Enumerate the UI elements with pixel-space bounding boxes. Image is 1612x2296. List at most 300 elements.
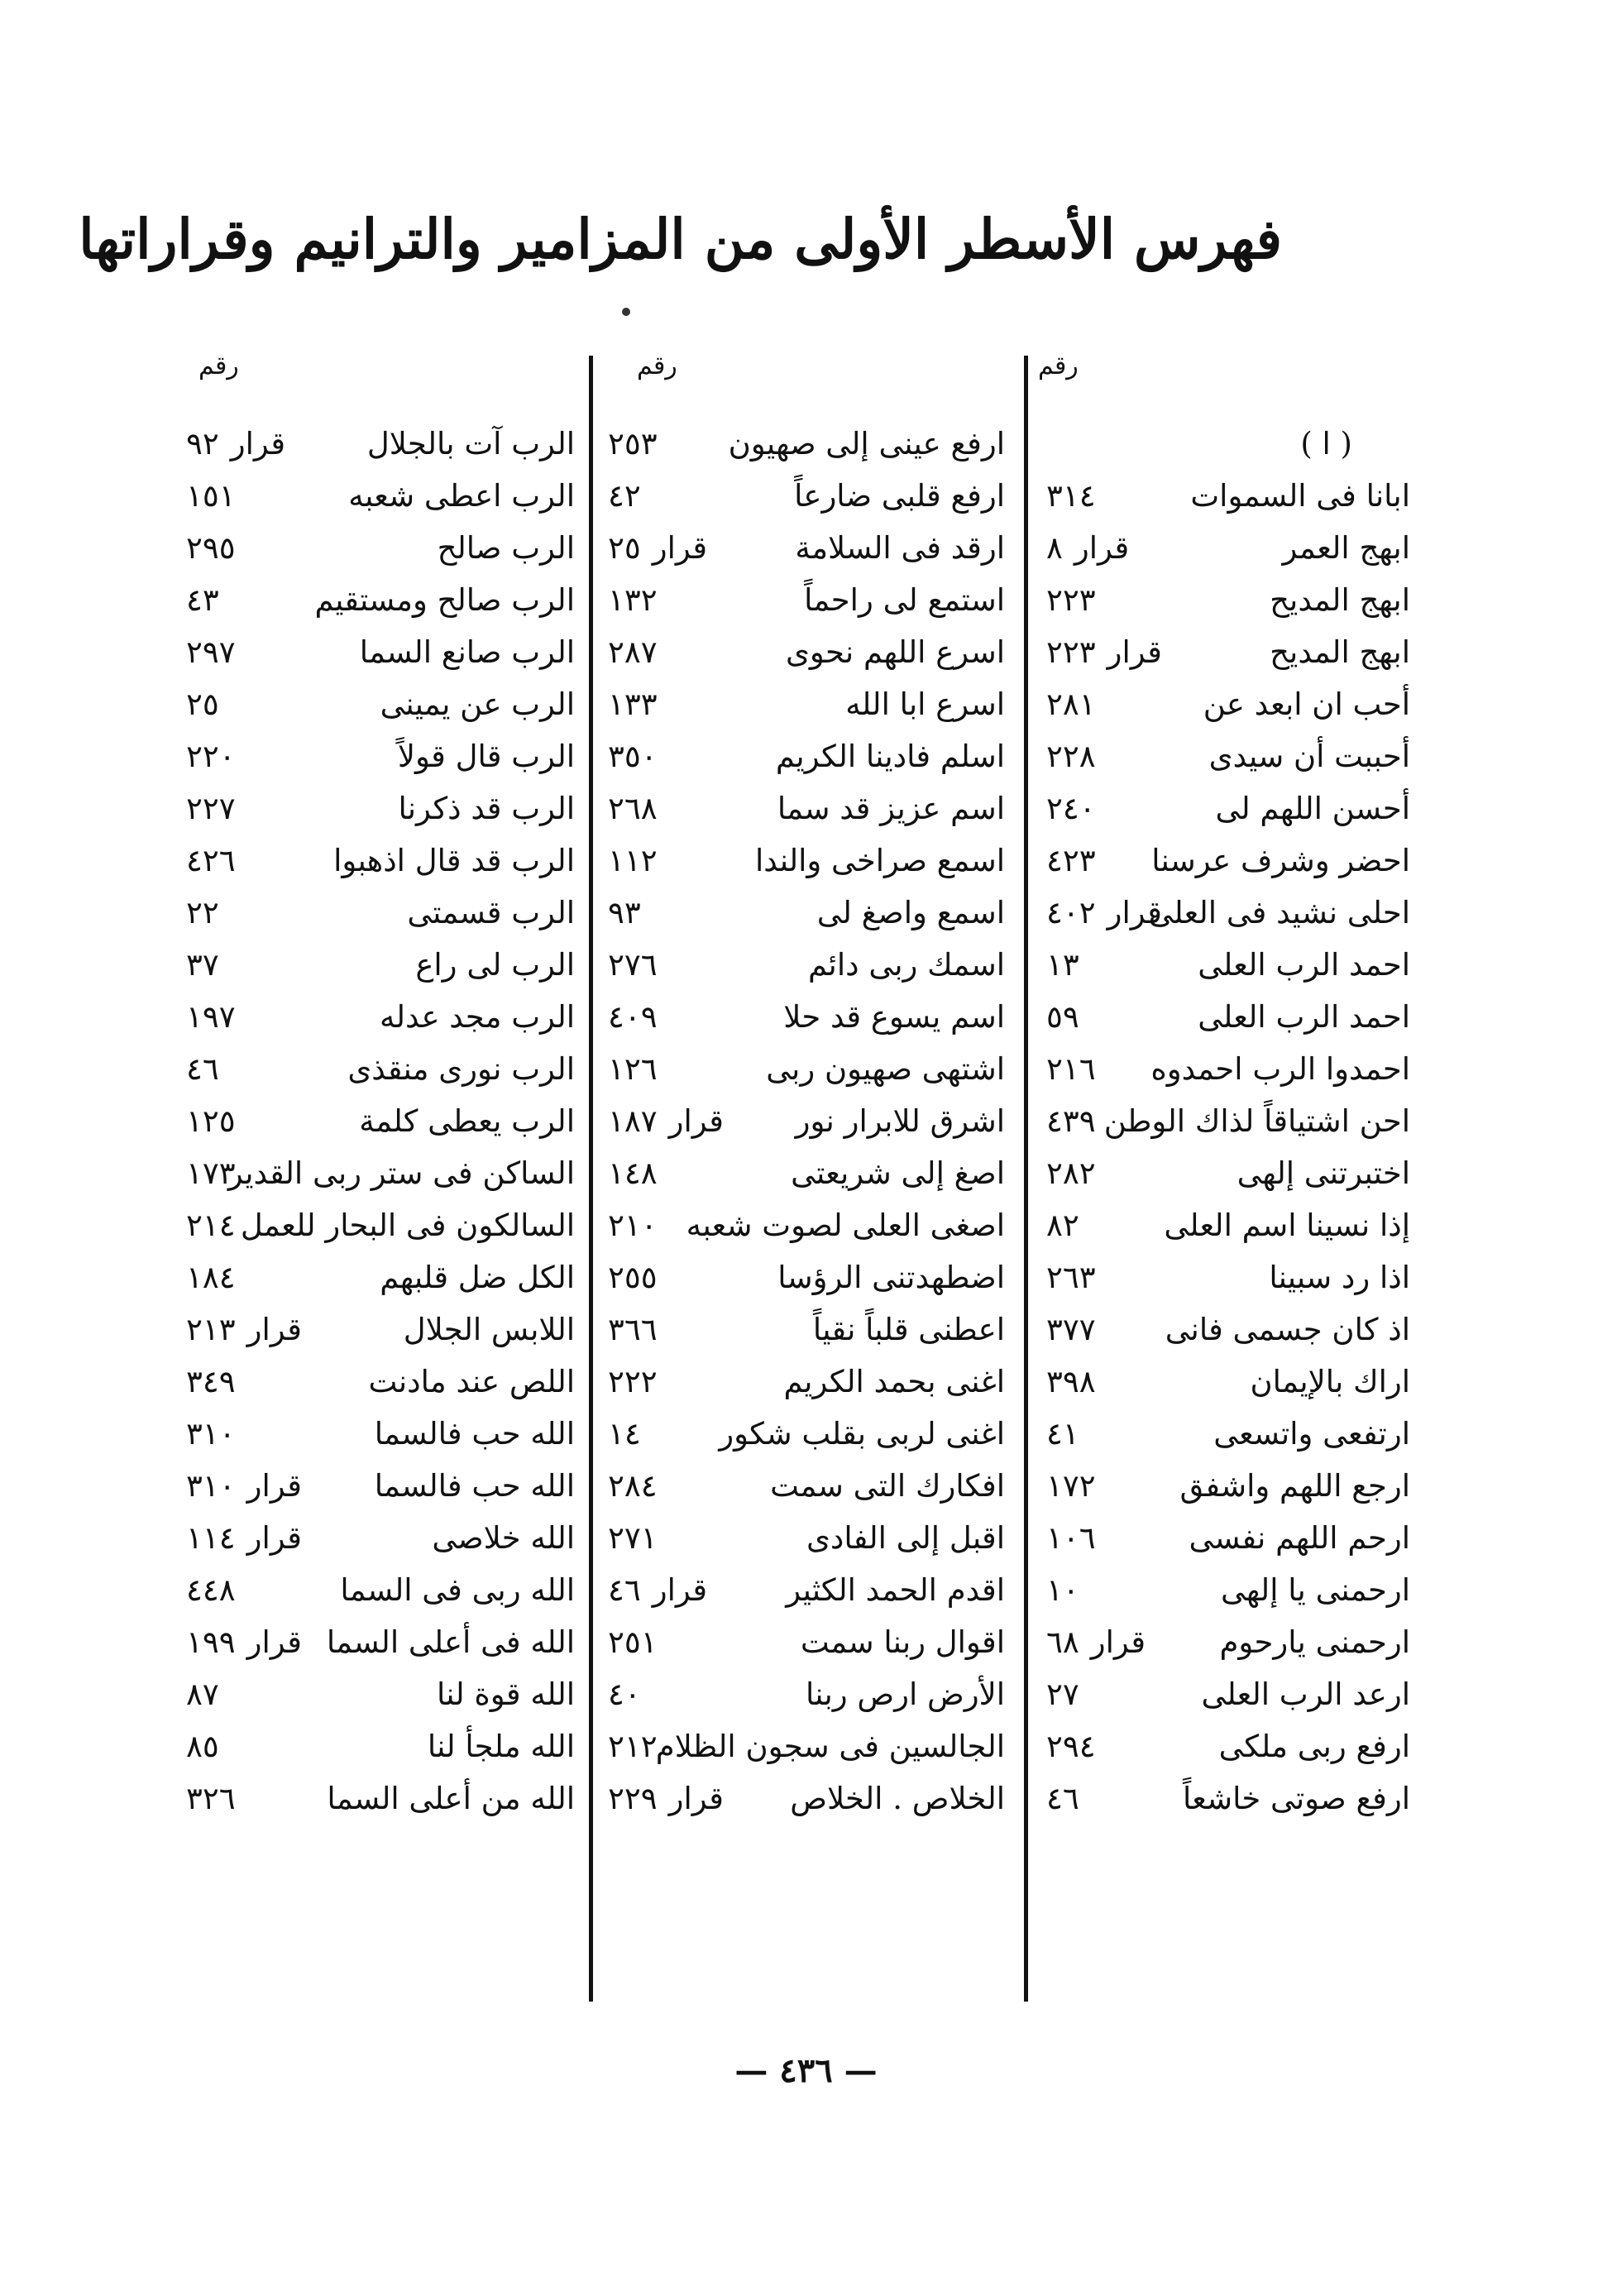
entry-first-line: اسلم فادينا الكريم	[775, 739, 1005, 774]
entry-first-line: اضطهدتنى الرؤسا	[777, 1260, 1005, 1295]
index-entry	[608, 1616, 1005, 1669]
entry-first-line: الرب يعطى كلمة	[359, 1103, 575, 1139]
entry-first-line: الرب عن يمينى	[380, 686, 575, 722]
entry-reference	[186, 730, 236, 783]
index-entry	[186, 418, 575, 471]
refrain-label: قرار	[246, 1520, 302, 1556]
entry-reference	[608, 1616, 658, 1669]
entry-number: ١٠٦	[1046, 1520, 1096, 1556]
entry-first-line: الله خلاصى	[432, 1520, 575, 1556]
index-entry	[1046, 1772, 1410, 1825]
index-entry	[608, 678, 1005, 731]
entry-number: ٨٧	[186, 1677, 219, 1712]
entry-reference	[608, 1408, 641, 1461]
index-entry	[1046, 939, 1410, 992]
entry-number: ٢٥	[608, 530, 641, 566]
column-1-header: رقم	[1038, 352, 1079, 380]
entry-reference	[608, 1356, 658, 1409]
index-entry	[186, 1460, 575, 1513]
entry-reference	[608, 522, 707, 575]
entry-number: ١٨٧	[608, 1103, 658, 1139]
entry-first-line: الرب لى راع	[415, 947, 575, 983]
index-entry	[186, 522, 575, 575]
index-entry	[186, 939, 575, 992]
entry-number: ١٣٢	[608, 582, 658, 618]
index-entry	[1046, 1147, 1410, 1200]
entry-first-line: افكارك التى سمت	[770, 1468, 1005, 1504]
entry-first-line: ارفع عينى إلى صهيون	[728, 426, 1005, 462]
entry-reference	[608, 782, 658, 835]
column-divider-left	[589, 356, 593, 2002]
entry-first-line: الرب قال قولاً	[397, 739, 575, 774]
entry-reference	[608, 418, 658, 471]
index-entry	[186, 1043, 575, 1096]
entry-number: ١٤٨	[608, 1155, 658, 1191]
entry-reference	[186, 418, 285, 471]
page-number: — ٤٣٦ —	[734, 2051, 878, 2090]
entry-number: ٤٦	[186, 1051, 219, 1087]
column-divider-right	[1024, 356, 1028, 2002]
entry-first-line: اقدم الحمد الكثير	[786, 1572, 1005, 1608]
entry-reference	[1046, 470, 1096, 523]
entry-number: ٤٠٩	[608, 999, 658, 1035]
index-entry	[1046, 887, 1410, 940]
entry-number: ٩٣	[608, 895, 641, 930]
entry-reference	[186, 782, 236, 835]
entry-number: ٣١٠	[186, 1468, 236, 1504]
entry-first-line: اذ كان جسمى فانى	[1165, 1312, 1410, 1347]
index-entry	[1046, 1303, 1410, 1356]
index-entry	[1046, 1095, 1410, 1148]
column-3-header: رقم	[199, 352, 239, 380]
entry-reference	[608, 1720, 658, 1773]
entry-first-line: اختبرتنى إلهى	[1237, 1155, 1410, 1191]
index-entry	[608, 887, 1005, 940]
index-entry	[608, 626, 1005, 679]
index-entry	[1046, 991, 1410, 1044]
index-entry	[608, 1043, 1005, 1096]
index-entry	[1046, 574, 1410, 627]
column-2-header: رقم	[637, 352, 677, 380]
entry-reference	[186, 1043, 219, 1096]
entry-reference	[1046, 1460, 1096, 1513]
entry-number: ٣٩٨	[1046, 1364, 1096, 1399]
entry-first-line: اراك بالإيمان	[1250, 1364, 1410, 1399]
index-entry	[1046, 1356, 1410, 1409]
index-entry	[1046, 626, 1410, 679]
index-entry	[1046, 678, 1410, 731]
entry-first-line: الله قوة لنا	[436, 1677, 575, 1712]
entry-reference	[186, 1720, 219, 1773]
index-entry	[186, 730, 575, 783]
index-entry	[608, 939, 1005, 992]
entry-reference	[608, 1251, 658, 1304]
entry-first-line: ارحمنى يارحوم	[1219, 1624, 1410, 1660]
entry-number: ١٧٣	[186, 1155, 236, 1191]
entry-first-line: احمد الرب العلى	[1198, 947, 1410, 983]
refrain-label: قرار	[1107, 895, 1162, 930]
index-entry	[186, 1772, 575, 1825]
index-entry	[608, 1720, 1005, 1773]
entry-first-line: ارحمنى يا إلهى	[1221, 1572, 1410, 1608]
index-entry	[608, 730, 1005, 783]
entry-reference	[1046, 1772, 1079, 1825]
entry-reference	[1046, 1356, 1096, 1409]
entry-number: ٢٨٢	[1046, 1155, 1096, 1191]
entry-number: ٢٢٣	[1046, 582, 1096, 618]
entry-first-line: ارفع ربى ملكى	[1218, 1729, 1410, 1764]
entry-first-line: الله ملجأ لنا	[427, 1729, 575, 1764]
entry-reference	[186, 1564, 236, 1617]
entry-number: ٢٢٣	[1046, 634, 1096, 670]
entry-reference	[186, 522, 236, 575]
entry-number: ٢٩٥	[186, 530, 236, 566]
entry-reference	[1046, 1408, 1079, 1461]
index-entry	[1046, 730, 1410, 783]
entry-reference	[608, 991, 658, 1044]
index-entry	[1046, 1199, 1410, 1252]
index-entry	[186, 574, 575, 627]
index-entry	[186, 782, 575, 835]
entry-first-line: ارفع صوتى خاشعاً	[1183, 1781, 1410, 1816]
entry-reference	[608, 678, 658, 731]
entry-number: ٢١٠	[608, 1208, 658, 1243]
entry-number: ٨٥	[186, 1729, 219, 1764]
refrain-label: قرار	[668, 1781, 724, 1816]
title-underline-mark	[622, 308, 630, 316]
entry-reference	[1046, 1616, 1146, 1669]
refrain-label: قرار	[652, 1572, 707, 1608]
entry-first-line: اسمع واصغ لى	[816, 895, 1005, 930]
entry-reference	[608, 470, 641, 523]
entry-reference	[1046, 1095, 1096, 1148]
index-entry	[186, 1199, 575, 1252]
index-entry	[608, 470, 1005, 523]
entry-first-line: اسرع اللهم نحوى	[785, 634, 1005, 670]
entry-first-line: الله فى أعلى السما	[326, 1624, 575, 1660]
entry-reference	[1046, 1147, 1096, 1200]
entry-first-line: اعطنى قلباً نقياً	[812, 1312, 1005, 1347]
entry-reference	[608, 1199, 658, 1252]
index-entry	[608, 1512, 1005, 1565]
refrain-label: قرار	[1107, 634, 1162, 670]
entry-first-line: اسم عزيز قد سما	[777, 791, 1005, 826]
entry-first-line: اصغ إلى شريعتى	[791, 1155, 1005, 1191]
entry-reference	[608, 939, 658, 992]
index-entry	[1046, 835, 1410, 887]
entry-number: ٣١٤	[1046, 478, 1096, 514]
entry-reference	[1046, 626, 1162, 679]
entry-number: ٢١٢	[608, 1729, 658, 1764]
entry-first-line: اسمع صراخى والندا	[755, 843, 1005, 878]
entry-first-line: الله حب فالسما	[374, 1468, 575, 1504]
entry-reference	[1046, 991, 1079, 1044]
entry-number: ٢٨٧	[608, 634, 658, 670]
refrain-label: قرار	[1090, 1624, 1146, 1660]
entry-first-line: الرب مجد عدله	[379, 999, 575, 1035]
entry-reference	[1046, 835, 1096, 887]
index-entry	[1046, 470, 1410, 523]
index-entry	[608, 1460, 1005, 1513]
index-entry	[186, 887, 575, 940]
entry-reference	[1046, 1720, 1096, 1773]
entry-number: ٣٥٠	[608, 739, 658, 774]
index-entry	[608, 1408, 1005, 1461]
entry-number: ٢٦٣	[1046, 1260, 1096, 1295]
entry-reference	[186, 991, 236, 1044]
entry-reference	[186, 1147, 236, 1200]
entry-number: ٢٩٤	[1046, 1729, 1096, 1764]
entry-reference	[186, 1303, 302, 1356]
entry-reference	[186, 1616, 302, 1669]
entry-reference	[1046, 1668, 1079, 1721]
entry-number: ٤٠	[608, 1677, 641, 1712]
entry-number: ٢٢٩	[608, 1781, 658, 1816]
index-entry	[608, 782, 1005, 835]
entry-number: ٣٢٦	[186, 1781, 236, 1816]
entry-number: ٣١٠	[186, 1416, 236, 1452]
index-entry	[1046, 1616, 1410, 1669]
index-entry	[1046, 1043, 1410, 1096]
entry-first-line: ارتفعى واتسعى	[1213, 1416, 1410, 1452]
entry-reference	[608, 1303, 658, 1356]
index-entry	[608, 1772, 1005, 1825]
entry-reference	[1046, 1251, 1096, 1304]
entry-first-line: أحببت أن سيدى	[1208, 739, 1410, 774]
entry-number: ٨	[1046, 530, 1063, 566]
entry-first-line: احمدوا الرب احمدوه	[1150, 1051, 1410, 1087]
entry-reference	[608, 1512, 658, 1565]
entry-first-line: ارجع اللهم واشفق	[1179, 1468, 1410, 1504]
refrain-label: قرار	[1074, 530, 1130, 566]
entry-first-line: الخلاص . الخلاص	[790, 1781, 1005, 1816]
entry-number: ٤٤٨	[186, 1572, 236, 1608]
entry-reference	[1046, 1303, 1096, 1356]
entry-number: ٢١٣	[186, 1312, 236, 1347]
entry-first-line: اغنى بحمد الكريم	[783, 1364, 1005, 1399]
index-entry	[186, 1251, 575, 1304]
index-entry	[1046, 1460, 1410, 1513]
index-entry	[186, 678, 575, 731]
index-entry	[608, 418, 1005, 471]
entry-number: ٤٦	[1046, 1781, 1079, 1816]
entry-reference	[1046, 887, 1162, 940]
refrain-label: قرار	[246, 1312, 302, 1347]
entry-first-line: احضر وشرف عرسنا	[1151, 843, 1410, 878]
index-entry	[608, 1303, 1005, 1356]
index-entry	[608, 1356, 1005, 1409]
entry-first-line: الرب قسمتى	[407, 895, 575, 930]
index-entry	[186, 1147, 575, 1200]
entry-number: ٢٢٧	[186, 791, 236, 826]
entry-first-line: إذا نسينا اسم العلى	[1164, 1208, 1410, 1243]
index-entry	[186, 1616, 575, 1669]
entry-reference	[186, 574, 219, 627]
entry-first-line: اسم يسوع قد حلا	[783, 999, 1005, 1035]
entry-first-line: ارقد فى السلامة	[795, 530, 1005, 566]
entry-first-line: ارعد الرب العلى	[1201, 1677, 1410, 1712]
refrain-label: قرار	[230, 426, 285, 462]
index-entry	[608, 1668, 1005, 1721]
entry-number: ٢٥٥	[608, 1260, 658, 1295]
entry-number: ٣٧	[186, 947, 219, 983]
index-entry	[608, 835, 1005, 887]
entry-first-line: الساكن فى ستر ربى القدير	[227, 1155, 575, 1191]
entry-reference	[186, 1356, 236, 1409]
index-entry	[608, 1095, 1005, 1148]
entry-number: ٤٢	[608, 478, 641, 514]
entry-first-line: أحب ان ابعد عن	[1203, 686, 1410, 722]
entry-reference	[608, 1668, 641, 1721]
index-entry	[608, 1199, 1005, 1252]
entry-reference	[186, 1668, 219, 1721]
index-entry	[608, 1564, 1005, 1617]
refrain-label: قرار	[246, 1468, 302, 1504]
entry-reference	[1046, 678, 1096, 731]
entry-first-line: اسمك ربى دائم	[807, 947, 1005, 983]
entry-first-line: الأرض ارص ربنا	[806, 1677, 1005, 1712]
entry-number: ٢٧	[1046, 1677, 1079, 1712]
entry-reference	[608, 1564, 707, 1617]
entry-number: ٤٢٣	[1046, 843, 1096, 878]
entry-number: ٤٦	[608, 1572, 641, 1608]
index-entry	[1046, 782, 1410, 835]
index-entry	[186, 1408, 575, 1461]
refrain-label: قرار	[246, 1624, 302, 1660]
entry-number: ٢٤٠	[1046, 791, 1096, 826]
entry-reference	[1046, 574, 1096, 627]
index-entry	[186, 1720, 575, 1773]
entry-reference	[608, 730, 658, 783]
index-entry	[186, 1668, 575, 1721]
entry-first-line: احلى نشيد فى العلى	[1148, 895, 1410, 930]
index-entry	[1046, 1564, 1410, 1617]
entry-first-line: الكل ضل قلبهم	[380, 1260, 575, 1295]
entry-first-line: اسرع ابا الله	[845, 686, 1005, 722]
index-entry	[608, 574, 1005, 627]
index-entry	[1046, 1720, 1410, 1773]
entry-first-line: الله ربى فى السما	[340, 1572, 575, 1608]
entry-reference	[1046, 522, 1129, 575]
entry-reference	[186, 626, 236, 679]
page-title: فهرس الأسطر الأولى من المزامير والترانيم وقراراتها	[79, 207, 1282, 271]
entry-first-line: استمع لى راحماً	[804, 582, 1005, 618]
entry-first-line: الرب صالح ومستقيم	[314, 582, 575, 618]
entry-first-line: ( ا )	[1300, 426, 1352, 462]
entry-reference	[608, 1772, 724, 1825]
entry-reference	[1046, 1512, 1096, 1565]
entry-reference	[186, 1408, 236, 1461]
entry-first-line: اصغى العلى لصوت شعبه	[686, 1208, 1005, 1243]
entry-reference	[186, 678, 219, 731]
entry-reference	[1046, 730, 1096, 783]
entry-first-line: اشرق للابرار نور	[795, 1103, 1005, 1139]
entry-number: ٦٨	[1046, 1624, 1079, 1660]
entry-reference	[608, 626, 658, 679]
entry-number: ٣٦٦	[608, 1312, 658, 1347]
entry-number: ٤١	[1046, 1416, 1079, 1452]
entry-reference	[608, 887, 641, 940]
entry-number: ١٢٦	[608, 1051, 658, 1087]
index-entry	[608, 1147, 1005, 1200]
entry-reference	[608, 1147, 658, 1200]
entry-number: ٢١٤	[186, 1208, 236, 1243]
entry-first-line: احن اشتياقاً لذاك الوطن	[1103, 1103, 1410, 1139]
index-entry	[1046, 1408, 1410, 1461]
entry-reference	[1046, 1199, 1079, 1252]
entry-reference	[1046, 782, 1096, 835]
entry-first-line: اللص عند مادنت	[368, 1364, 575, 1399]
entry-number: ٢٧٦	[608, 947, 658, 983]
entry-first-line: الله حب فالسما	[374, 1416, 575, 1452]
index-entry	[186, 1512, 575, 1565]
index-entry	[1046, 1668, 1410, 1721]
entry-number: ٢٢٠	[186, 739, 236, 774]
index-entry	[186, 1303, 575, 1356]
entry-first-line: ابهج المديح	[1270, 582, 1410, 618]
index-entry	[186, 1095, 575, 1148]
entry-first-line: اذا رد سبينا	[1269, 1260, 1410, 1295]
entry-reference	[186, 835, 236, 887]
entry-number: ٢٥	[186, 686, 219, 722]
index-entry	[608, 1251, 1005, 1304]
index-entry	[1046, 522, 1410, 575]
entry-number: ٢٧١	[608, 1520, 658, 1556]
index-entry	[186, 1356, 575, 1409]
entry-first-line: اشتهى صهيون ربى	[766, 1051, 1005, 1087]
entry-first-line: احمد الرب العلى	[1198, 999, 1410, 1035]
index-entry	[1046, 1251, 1410, 1304]
entry-reference	[186, 1199, 236, 1252]
entry-number: ٤٣	[186, 582, 219, 618]
entry-reference	[186, 1251, 236, 1304]
entry-first-line: الرب صالح	[437, 530, 575, 566]
entry-first-line: الرب قد ذكرنا	[398, 791, 575, 826]
index-entry	[1046, 418, 1410, 471]
entry-first-line: الرب قد قال اذهبوا	[333, 843, 575, 878]
index-entry	[186, 1564, 575, 1617]
entry-first-line: الرب آت بالجلال	[366, 426, 575, 462]
entry-reference	[608, 1460, 658, 1513]
entry-first-line: الرب اعطى شعبه	[348, 478, 575, 514]
entry-reference	[608, 574, 658, 627]
entry-first-line: اقوال ربنا سمت	[800, 1624, 1005, 1660]
entry-number: ٤٠٢	[1046, 895, 1096, 930]
index-entry	[186, 626, 575, 679]
entry-reference	[186, 1095, 236, 1148]
entry-first-line: اللابس الجلال	[403, 1312, 575, 1347]
entry-number: ٢٢٢	[608, 1364, 658, 1399]
entry-number: ١٢٥	[186, 1103, 236, 1139]
entry-reference	[186, 1460, 302, 1513]
entry-number: ١٤	[608, 1416, 641, 1452]
entry-reference	[186, 939, 219, 992]
entry-reference	[186, 887, 219, 940]
refrain-label: قرار	[652, 530, 707, 566]
index-entry	[608, 991, 1005, 1044]
index-entry	[186, 835, 575, 887]
entry-reference	[608, 835, 658, 887]
entry-number: ٣٤٩	[186, 1364, 236, 1399]
entry-number: ١٠	[1046, 1572, 1079, 1608]
entry-first-line: الرب نورى منقذى	[347, 1051, 575, 1087]
index-entry	[1046, 1512, 1410, 1565]
entry-number: ٢٨١	[1046, 686, 1096, 722]
index-entry	[186, 470, 575, 523]
entry-number: ٨٢	[1046, 1208, 1079, 1243]
entry-number: ٣٧٧	[1046, 1312, 1096, 1347]
entry-number: ٢٦٨	[608, 791, 658, 826]
